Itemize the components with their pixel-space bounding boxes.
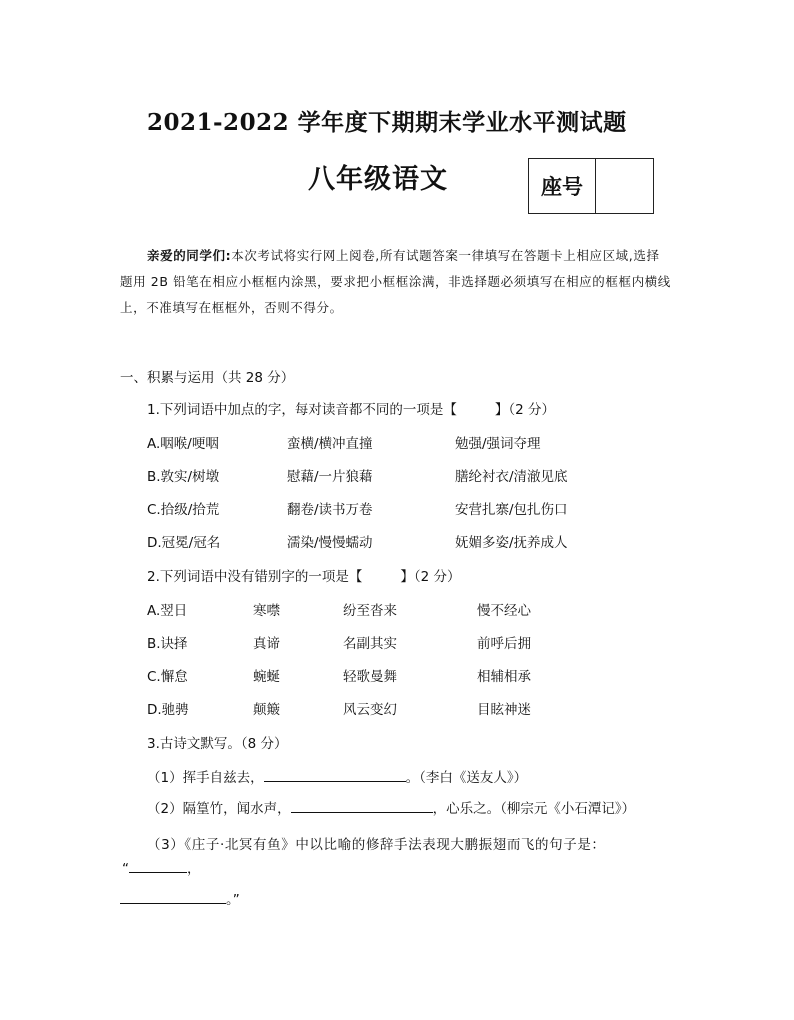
seat-number-label: 座号 <box>529 159 596 213</box>
q3-line-4-quote: “ <box>122 861 129 877</box>
q3-line-1-start: （1）挥手自兹去， <box>147 770 264 786</box>
exam-subtitle: 八年级语文 <box>308 164 448 195</box>
section-heading: 一、积累与运用（共 28 分） <box>120 370 295 386</box>
q1-option-b-2: 慰藉/一片狼藉 <box>287 469 373 485</box>
exam-notice <box>120 243 672 321</box>
q3-line-5-end: 。” <box>226 892 240 908</box>
q1-option-b-1: B.敦实/树墩 <box>147 469 220 485</box>
q1-option-c-1: C.拾级/拾荒 <box>147 502 220 518</box>
exam-title: 2021-2022 学年度下期期末学业水平测试题 <box>147 109 627 136</box>
notice-body: 本次考试将实行网上阅卷,所有试题答案一律填写在答题卡上相应区域,选择题用 2B 铅笔在相应小框框内涂黑，要求把小框框涂满，非选择题必须填写在相应的框框内横线上，不准填写在框框外，否则不得分。 <box>120 248 671 315</box>
notice-lead: 亲爱的同学们: <box>147 248 232 263</box>
q2-option-c-2: 蜿蜒 <box>253 669 280 685</box>
q1-option-c-3: 安营扎寨/包扎伤口 <box>455 502 568 518</box>
q3-line-3: （3）《庄子·北冥有鱼》中以比喻的修辞手法表现大鹏振翅而飞的句子是： <box>147 837 606 853</box>
q3-line-2-start: （2）隔篁竹，闻水声， <box>147 801 291 817</box>
q1-option-a-1: A.咽喉/哽咽 <box>147 436 219 452</box>
q2-option-a-4: 慢不经心 <box>477 603 531 619</box>
q1-option-c-2: 翻卷/读书万卷 <box>287 502 373 518</box>
question-2-score: 】（2 分） <box>400 569 461 585</box>
q1-option-d-1: D.冠冕/冠名 <box>147 535 221 551</box>
q1-option-d-3: 妩媚多姿/抚养成人 <box>455 535 568 551</box>
q1-option-a-3: 勉强/强词夺理 <box>455 436 541 452</box>
q2-option-c-4: 相辅相承 <box>477 669 531 685</box>
q3-line-4-comma: ， <box>187 861 201 877</box>
question-2-prompt: 2.下列词语中没有错别字的一项是【 <box>147 569 363 585</box>
q2-option-c-1: C.懈怠 <box>147 669 188 685</box>
question-1-score: 】（2 分） <box>494 402 556 418</box>
q2-option-b-4: 前呼后拥 <box>477 636 531 652</box>
q3-line-5 <box>120 888 240 908</box>
question-2 <box>147 565 461 585</box>
q2-option-a-2: 寒噤 <box>253 603 280 619</box>
q2-option-a-3: 纷至沓来 <box>343 603 397 619</box>
q3-line-2-end: ，心乐之。（柳宗元《小石潭记》） <box>432 801 636 817</box>
question-1 <box>147 398 555 418</box>
q3-line-1-blank <box>264 767 406 782</box>
seat-number-box <box>528 158 654 214</box>
q2-option-b-3: 名副其实 <box>343 636 397 652</box>
q1-option-d-2: 濡染/慢慢蠕动 <box>287 535 373 551</box>
q3-line-5-blank <box>120 889 226 904</box>
q3-line-1 <box>147 766 527 786</box>
question-3: 3.古诗文默写。（8 分） <box>147 736 288 752</box>
q2-option-d-1: D.驰骋 <box>147 702 189 718</box>
q3-line-1-end: 。（李白《送友人》） <box>405 770 528 786</box>
q1-option-b-3: 膳纶衬衣/清澈见底 <box>455 469 568 485</box>
q3-line-2-blank <box>291 798 433 813</box>
q2-option-a-1: A.翌日 <box>147 603 188 619</box>
q1-option-a-2: 蛮横/横冲直撞 <box>287 436 373 452</box>
q3-line-4 <box>122 857 201 877</box>
seat-number-field <box>596 159 653 213</box>
q2-option-c-3: 轻歌曼舞 <box>343 669 397 685</box>
q2-option-b-2: 真谛 <box>253 636 280 652</box>
q2-option-d-3: 风云变幻 <box>343 702 397 718</box>
q2-option-b-1: B.诀择 <box>147 636 188 652</box>
q2-option-d-2: 颠簸 <box>253 702 280 718</box>
question-1-prompt: 1.下列词语中加点的字，每对读音都不同的一项是【 <box>147 402 457 418</box>
q3-line-2 <box>147 797 635 817</box>
q3-line-4-blank <box>129 858 187 873</box>
q2-option-d-4: 目眩神迷 <box>477 702 531 718</box>
